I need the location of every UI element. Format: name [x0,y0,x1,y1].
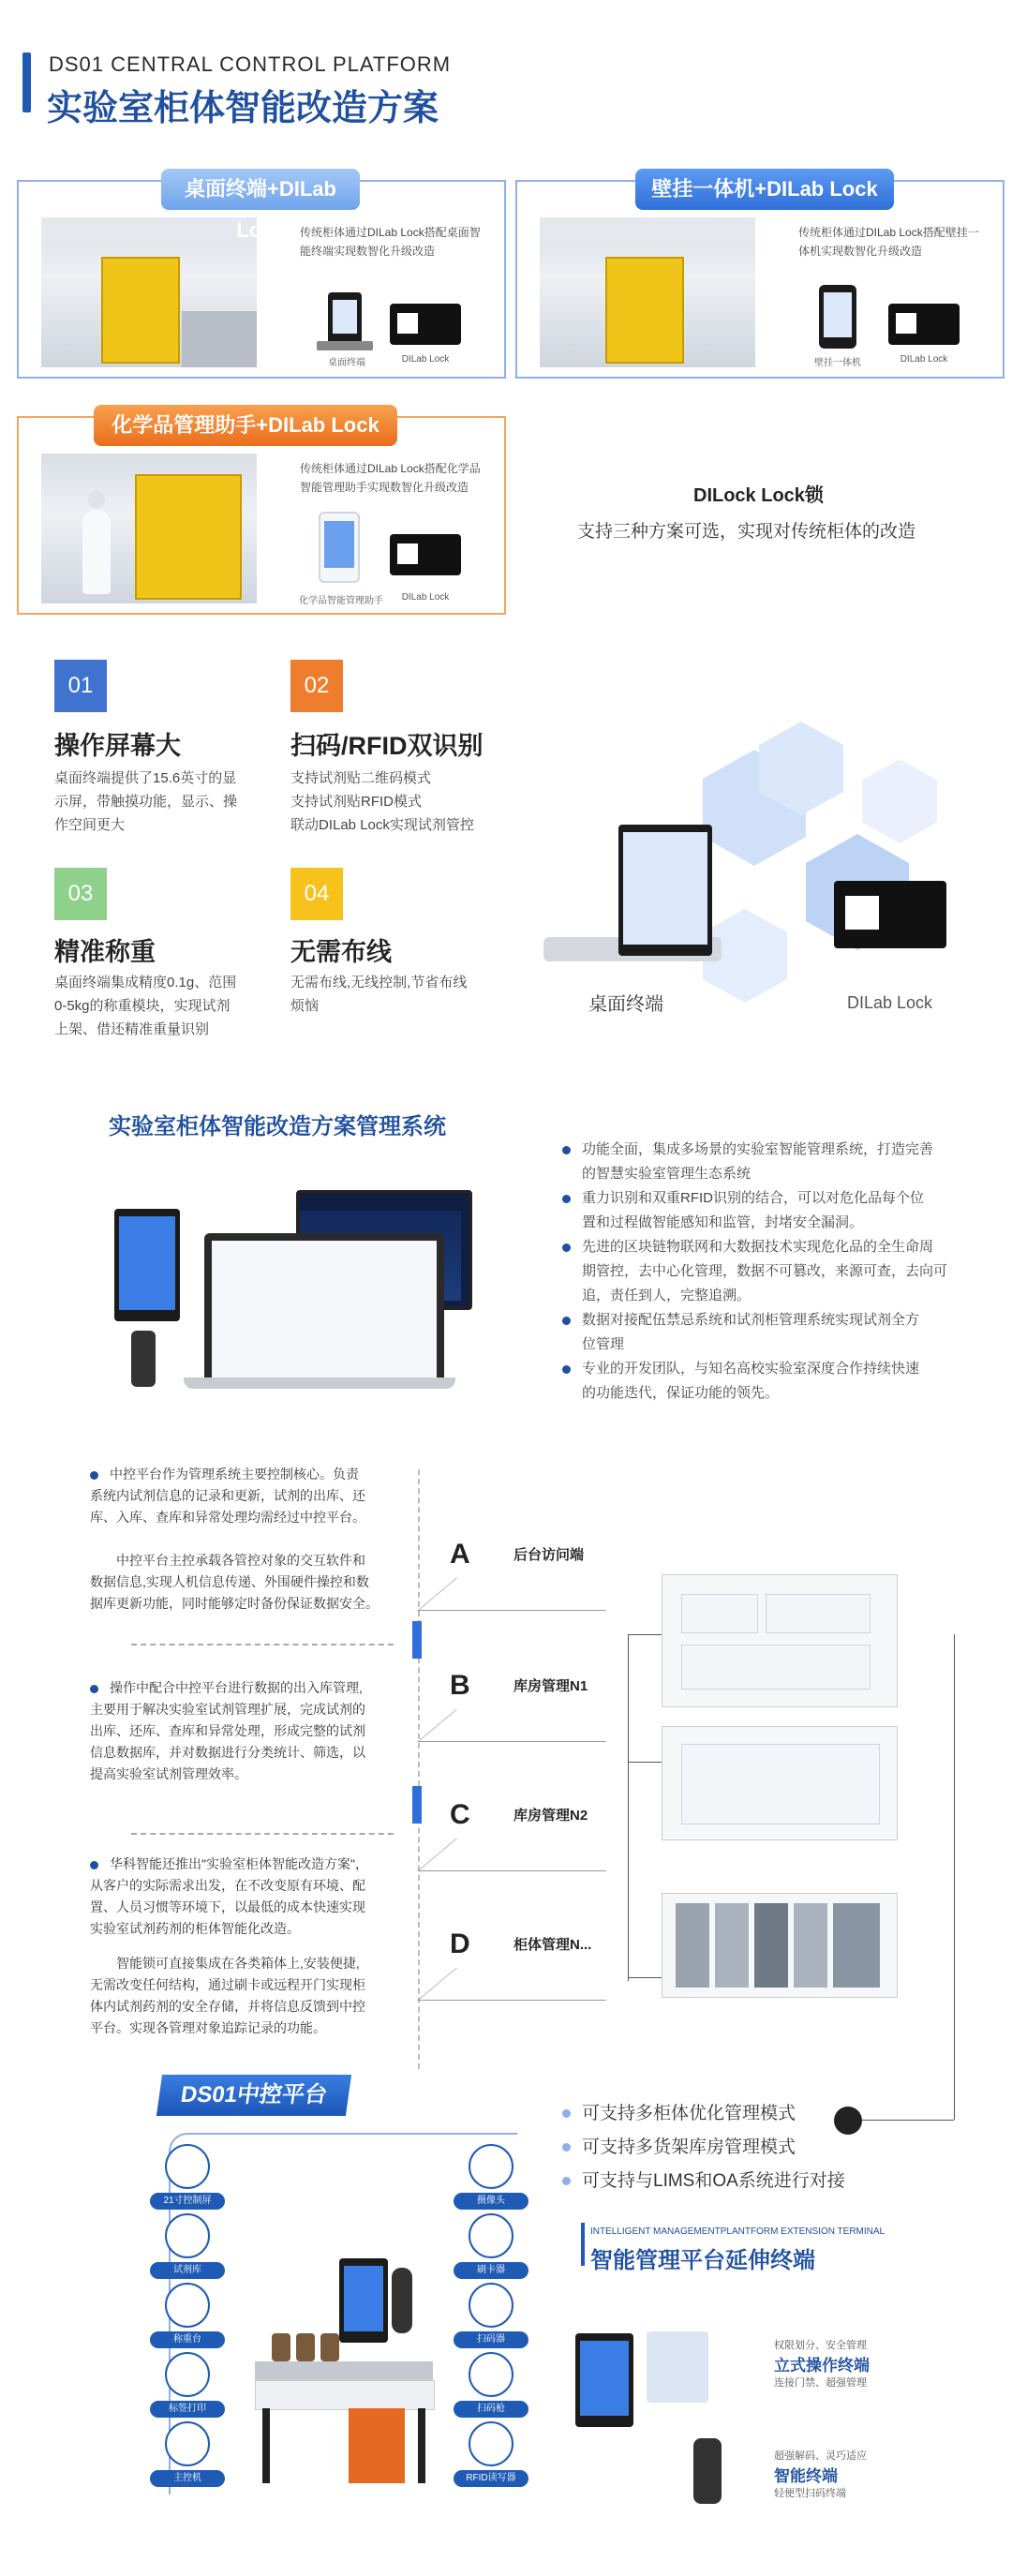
dilab-lock-image [390,534,461,575]
platform-title-pill: DS01中控平台 [156,2075,351,2116]
dilab-lock-image [390,304,461,345]
icon-label: 试剂库 [150,2262,225,2279]
scheme-desc: 传统柜体通过DILab Lock搭配化学品智能管理助手实现数智化升级改造 [300,462,481,494]
ext-t1-pre: 权限划分、安全管理 [774,2340,867,2351]
scale-icon [165,2283,210,2328]
standing-terminal-image [575,2333,633,2427]
level-letter: A [450,1539,470,1570]
device-label: DILab Lock [900,354,948,365]
platform-para-1: 中控平台作为管理系统主要控制核心。负责 系统内试剂信息的记录和更新，试剂的出库、还 库、入库、查库和异常处理均需经过中控平台。 [90,1467,365,1525]
lab-photo [41,217,257,367]
scheme-desc: 传统柜体通过DILab Lock搭配桌面智能终端实现数智化升级改造 [300,226,481,258]
handheld-scanner-image [693,2438,722,2504]
barcode-gun-icon [469,2352,513,2397]
icon-label: RFID读写器 [454,2470,528,2487]
ext-t2-sub: 轻便型扫码终端 [774,2488,846,2499]
cabinet-row-image [662,1893,898,1998]
extension-title: 智能管理平台延伸终端 [590,2248,815,2273]
platform-para-3: 操作中配合中控平台进行数据的出入库管理, 主要用于解决实验室试剂管理扩展，完成试剂的 出库、还库、查库和异常处理，形成完整的试剂 信息数据库，并对数据进行分类统计、筛选，以 提高实验室试剂管理效率。 [90,1680,365,1781]
ext-t2-title: 智能终端 [774,2467,838,2485]
level-label: 库房管理N1 [513,1678,588,1694]
level-letter: D [450,1928,470,1959]
platform-para-2: 中控平台主控承载各管控对象的交互软件和 数据信息,实现人机信息传递、外围硬件操控和数 据库更新功能，同时能够定时备份保证数据安全。 [90,1553,379,1611]
level-plane [417,1709,645,1742]
icon-label: 主控机 [150,2470,225,2487]
icon-label: 扫码器 [454,2331,528,2348]
feature-title: 扫码/RFID双识别 [290,732,484,760]
level-letter: C [450,1799,470,1830]
feature-title: 无需布线 [290,938,392,966]
device-label: 桌面终端 [328,358,365,368]
printer-icon [165,2352,210,2397]
icon-label: 刷卡器 [454,2262,528,2279]
ext-t2-pre: 超强解码、灵巧适应 [774,2450,867,2462]
lab-photo [41,454,257,603]
lock-summary-desc: 支持三种方案可选，实现对传统柜体的改造 [577,522,916,542]
card-reader-icon [469,2213,513,2258]
level-letter: B [450,1670,470,1701]
wallmount-terminal-image [819,285,856,349]
header-subtitle: DS01 CENTRAL CONTROL PLATFORM [49,52,452,76]
feature-desc: 无需布线,无线控制,节省布线 烦恼 [290,975,468,1014]
dilab-lock-image [888,304,960,345]
ext-t1-title: 立式操作终端 [774,2357,870,2375]
scheme-desc: 传统柜体通过DILab Lock搭配壁挂一体机实现数智化升级改造 [798,226,979,258]
level-label: 库房管理N2 [513,1808,588,1824]
scheme-label-chemical: 化学品管理助手+DILab Lock [94,405,397,446]
rfid-icon [469,2421,513,2466]
desktop-terminal-image [328,292,362,345]
feature-desc: 支持试剂贴二维码模式 支持试剂贴RFID模式 联动DILab Lock实现试剂管控 [290,770,474,833]
main-controller-icon [165,2421,210,2466]
icon-label: 称重台 [150,2331,225,2348]
level-label: 后台访问端 [513,1547,585,1563]
icon-label: 摄像头 [454,2193,528,2210]
platform-station-image [246,2258,442,2483]
platform-para-5: 智能锁可直接集成在各类箱体上,安装便捷, 无需改变任何结构，通过刷卡或远程开门实现柜 体内试剂药剂的安全存储，并将信息反馈到中控 平台。实现各管理对象追踪记录的功能。 [90,1956,365,2035]
access-card-image [647,2331,708,2403]
feature-title: 操作屏幕大 [54,732,181,760]
scheme-label-desktop: 桌面终端+DILab Lock [161,169,360,210]
feature-desc: 桌面终端提供了15.6英寸的显 示屏，带触摸功能，显示、操 作空间更大 [54,770,238,833]
qr-scanner-icon [469,2283,513,2328]
capabilities-list: 可支持多柜体优化管理模式 可支持多货架库房管理模式 可支持与LIMS和OA系统进行对接 [562,2097,845,2198]
scheme-label-wallmount: 壁挂一体机+DILab Lock [635,169,894,210]
device-label: DILab Lock [401,354,450,365]
lab-photo [540,217,755,367]
room-plan-image [662,1726,898,1840]
desktop-terminal-image [618,825,712,956]
platform-para-4: 华科智能还推出"实验室柜体智能改造方案"， 从客户的实际需求出发，在不改变原有环境、配 置、人员习惯等环境下，以最低的成本快速实现 实验室试剂药剂的柜体智能化改造。 [90,1856,368,1936]
icon-label: 标签打印 [150,2401,225,2418]
dilab-lock-image [834,881,946,948]
icon-label: 扫码枪 [454,2401,528,2418]
header-accent-bar [22,52,31,112]
level-label: 柜体管理N... [513,1937,592,1953]
feature-visual [525,740,993,1021]
mgmt-bullets: 功能全面，集成多场景的实验室智能管理系统，打造完善 的智慧实验室管理生态系统 重力识别和双重RFID识别的结合，可以对危化品每个位 置和过程做智能感知和监管，封堵安全漏洞。 先进的区块链物联网和大数据技术实现危化品的全生命周 期管控，去中心化管理，数据不可篡改，来源可查，去向可 追，责任到人，完整追溯。 数据对接配伍禁忌系统和试剂柜管理系统实现试剂全方 位管理 专业的开发团队，与知名高校实验室深度合作持续快速 的功能迭代，保证功能的领先。 [562,1138,975,1406]
page-title: 实验室柜体智能改造方案 [47,89,439,128]
icon-label: 21寸控制屏 [150,2193,225,2210]
lock-caption: DILab Lock [847,993,933,1012]
level-plane [417,1839,645,1871]
reagent-library-icon [165,2213,210,2258]
level-plane [417,1578,645,1611]
level-plane [417,1968,645,2001]
mgmt-section-title: 实验室柜体智能改造方案管理系统 [109,1114,446,1139]
feature-number: 04 [290,868,343,920]
device-label: 化学品智能管理助手 [299,596,383,606]
lock-summary-title: DILock Lock锁 [693,485,824,506]
feature-number: 01 [54,660,107,712]
desk-terminal-caption: 桌面终端 [588,994,663,1015]
feature-title: 精准称重 [54,938,156,966]
feature-number: 03 [54,868,107,920]
chemical-assistant-image [319,512,360,583]
device-label: DILab Lock [401,592,450,603]
monitor-icon [165,2144,210,2189]
camera-icon [469,2144,513,2189]
device-label: 壁挂一体机 [814,358,861,368]
ext-t1-sub: 连接门禁、超强管理 [774,2377,867,2389]
feature-desc: 桌面终端集成精度0.1g、范围 0-5kg的称重模块，实现试剂 上架、借还精准重量识别 [54,975,237,1037]
feature-number: 02 [290,660,343,712]
extension-en-title: INTELLIGENT MANAGEMENTPLANTFORM EXTENSION TERMINAL [590,2226,886,2237]
room-plan-image [662,1574,898,1707]
mgmt-devices-visual [103,1190,543,1396]
